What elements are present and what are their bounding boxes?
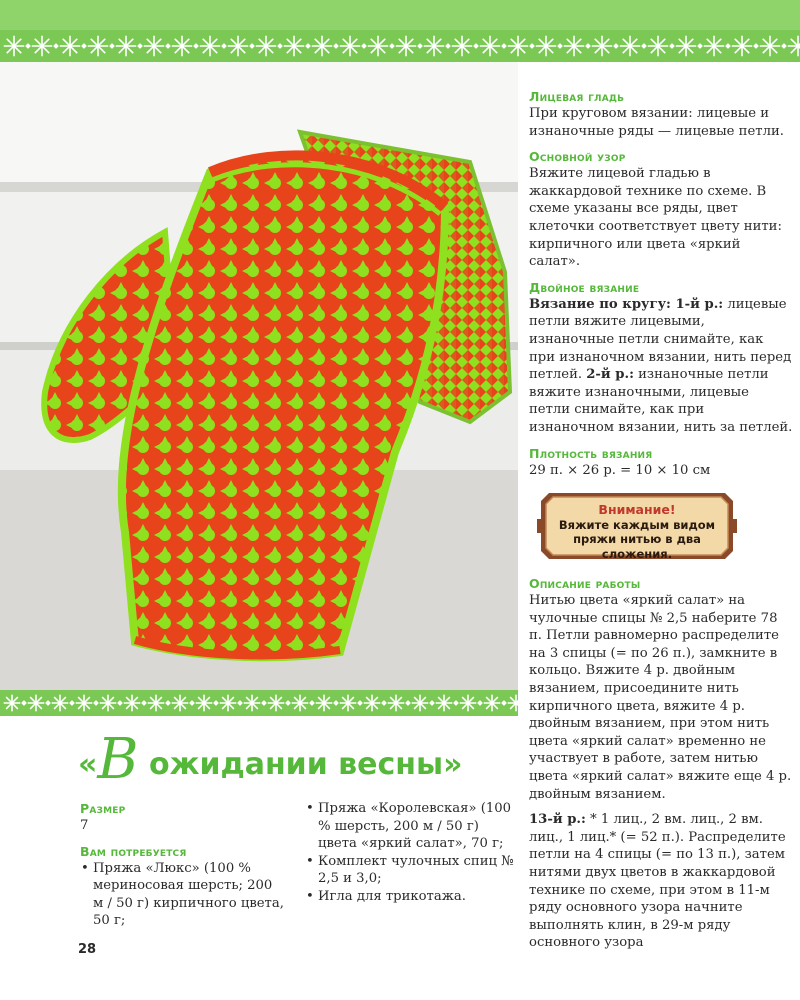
- section-materials: [80, 843, 285, 930]
- section-title: Плотность вязания: [529, 445, 653, 461]
- snowflake-icon: [228, 36, 255, 56]
- snowflake-icon: [788, 36, 800, 56]
- snowflake-icon: [312, 36, 339, 56]
- list-item: • Игла для трикотажа.: [305, 888, 515, 906]
- snowflake-icon: [368, 36, 395, 56]
- snowflake-icon: [148, 695, 171, 712]
- snowflake-icon: [100, 695, 123, 712]
- section-text: [529, 811, 793, 952]
- snowflake-icon: [564, 36, 591, 56]
- snowflake-icon: [244, 695, 267, 712]
- snowflake-icon: [620, 36, 647, 56]
- top-decorative-band: [0, 0, 800, 62]
- size-and-materials: [80, 800, 285, 938]
- snowflake-icon: [536, 36, 563, 56]
- snowflake-icon: [4, 36, 31, 56]
- snowflake-icon: [460, 695, 483, 712]
- list-item: • Пряжа «Люкс» (100 % мериносовая шерсть; 200 м / 50 г) кирпичного цвета, 50 г;: [80, 860, 285, 930]
- snowflake-icon: [340, 695, 363, 712]
- section-text: Нитью цвета «яркий салат» на чулочные спицы № 2,5 наберите 78 п. Петли равномерно распределите на 3 спицы (= по 26 п.), замкните в кольцо. Вяжите 4 р. двойным вязанием, присоедините нить кирпичного цвета, вяжите 4 р. двойным вязанием, при этом нить цвета «яркий салат» временно не участвует в работе, затем нитью цвета «яркий салат» вяжите еще 4 р. двойным вязанием.: [529, 593, 792, 802]
- snowflake-icon: [88, 36, 115, 56]
- snowflake-icon: [116, 36, 143, 56]
- section-double-knitting: [529, 279, 793, 437]
- snowflake-icon: [220, 695, 243, 712]
- snowflake-icon: [436, 695, 459, 712]
- section-size: [80, 800, 285, 835]
- section-text: [529, 296, 793, 437]
- title-quote-open: «: [78, 747, 98, 782]
- snowflake-icon: [480, 36, 507, 56]
- mittens-photo: [0, 62, 518, 690]
- section-title: Размер: [80, 801, 126, 816]
- snowflake-icon: [28, 695, 51, 712]
- page-title: [78, 727, 518, 792]
- snowflake-icon: [316, 695, 339, 712]
- section-gauge: [529, 445, 793, 480]
- row-label: 13-й р.:: [529, 812, 586, 828]
- section-title: Основной узор: [529, 149, 626, 165]
- snowflake-icon: [452, 36, 479, 56]
- snowflake-icon: [412, 695, 435, 712]
- section-text: Вяжите лицевой гладью в жаккардовой технике по схеме. В схеме указаны все ряды, цвет клеточки соответствует цвету нити: кирпичного или цвета «яркий салат».: [529, 166, 782, 270]
- snowflake-icon: [144, 36, 171, 56]
- snowflake-border-pattern: [0, 30, 800, 62]
- section-text: 29 п. × 26 р. = 10 × 10 см: [529, 462, 711, 478]
- row-label: 2-й р.:: [586, 367, 634, 383]
- snowflake-icon: [32, 36, 59, 56]
- snowflake-icon: [268, 695, 291, 712]
- snowflake-icon: [52, 695, 75, 712]
- section-title: Лицевая гладь: [529, 89, 625, 104]
- title-initial: В: [97, 727, 139, 792]
- materials-list-left: [80, 860, 285, 930]
- note-text-block: [555, 503, 719, 561]
- section-title: Двойное вязание: [529, 279, 640, 295]
- snowflake-icon: [676, 36, 703, 56]
- title-rest: ожидании весны: [138, 747, 444, 782]
- snowflake-icon: [124, 695, 147, 712]
- section-main-pattern: [529, 148, 793, 271]
- materials-list-right: [305, 800, 515, 906]
- attention-note: [537, 489, 737, 563]
- size-value: 7: [80, 818, 89, 833]
- row-instruction: лицевые петли вяжите лицевыми, изнаночные петли снимайте, как при изнаночном вязании, нить перед петлей.: [529, 296, 792, 383]
- materials-continued: [305, 800, 515, 906]
- snowflake-icon: [508, 695, 518, 712]
- snowflake-icon: [732, 36, 759, 56]
- snowflake-icon: [648, 36, 675, 56]
- list-item: • Пряжа «Королевская» (100 % шерсть, 200 м / 50 г) цвета «яркий салат», 70 г;: [305, 800, 515, 853]
- snowflake-icon: [364, 695, 387, 712]
- section-stockinette: [529, 88, 793, 140]
- row-instruction: изнаночные петли вяжите изнаночными, лицевые петли снимайте, как при изнаночном вязании, нить за петлей.: [529, 367, 793, 435]
- snowflake-border-pattern: [0, 690, 518, 716]
- snowflake-icon: [4, 695, 27, 712]
- section-title: Описание работы: [529, 576, 641, 592]
- page-number: 28: [78, 942, 97, 957]
- snowflake-icon: [396, 36, 423, 56]
- section-row-13: [529, 811, 793, 952]
- snowflake-icon: [256, 36, 283, 56]
- mittens-illustration: [0, 62, 518, 690]
- snowflake-icon: [172, 36, 199, 56]
- snowflake-icon: [284, 36, 311, 56]
- snowflake-icon: [508, 36, 535, 56]
- row-instruction: * 1 лиц., 2 вм. лиц., 2 вм. лиц., 1 лиц.* (= 52 п.). Распределите петли на 4 спицы (= по 13 п.), затем нитями двух цветов в жаккардовой технике по схеме, при этом в 11-м ряду основного узора начните выполнять клин, в 29-м ряду основного узора: [529, 812, 786, 951]
- snowflake-icon: [704, 36, 731, 56]
- section-text: При круговом вязании: лицевые и изнаночные ряды — лицевые петли.: [529, 106, 784, 139]
- snowflake-icon: [172, 695, 195, 712]
- note-title: Внимание!: [598, 502, 676, 518]
- section-work-description: [529, 575, 793, 803]
- instructions-column: [529, 88, 793, 960]
- note-body: Вяжите каждым видом пряжи нитью в два сложения.: [558, 517, 716, 561]
- snowflake-icon: [592, 36, 619, 56]
- snowflake-icon: [388, 695, 411, 712]
- snowflake-icon: [340, 36, 367, 56]
- snowflake-icon: [760, 36, 787, 56]
- list-item: • Комплект чулочных спиц № 2,5 и 3,0;: [305, 853, 515, 888]
- section-title: Вам потребуется: [80, 843, 187, 859]
- snowflake-icon: [292, 695, 315, 712]
- snowflake-icon: [200, 36, 227, 56]
- photo-bottom-border: [0, 690, 518, 716]
- row-label: Вязание по кругу: 1-й р.:: [529, 296, 724, 312]
- snowflake-icon: [60, 36, 87, 56]
- snowflake-icon: [484, 695, 507, 712]
- title-quote-close: »: [443, 747, 463, 782]
- snowflake-icon: [196, 695, 219, 712]
- snowflake-icon: [76, 695, 99, 712]
- snowflake-icon: [424, 36, 451, 56]
